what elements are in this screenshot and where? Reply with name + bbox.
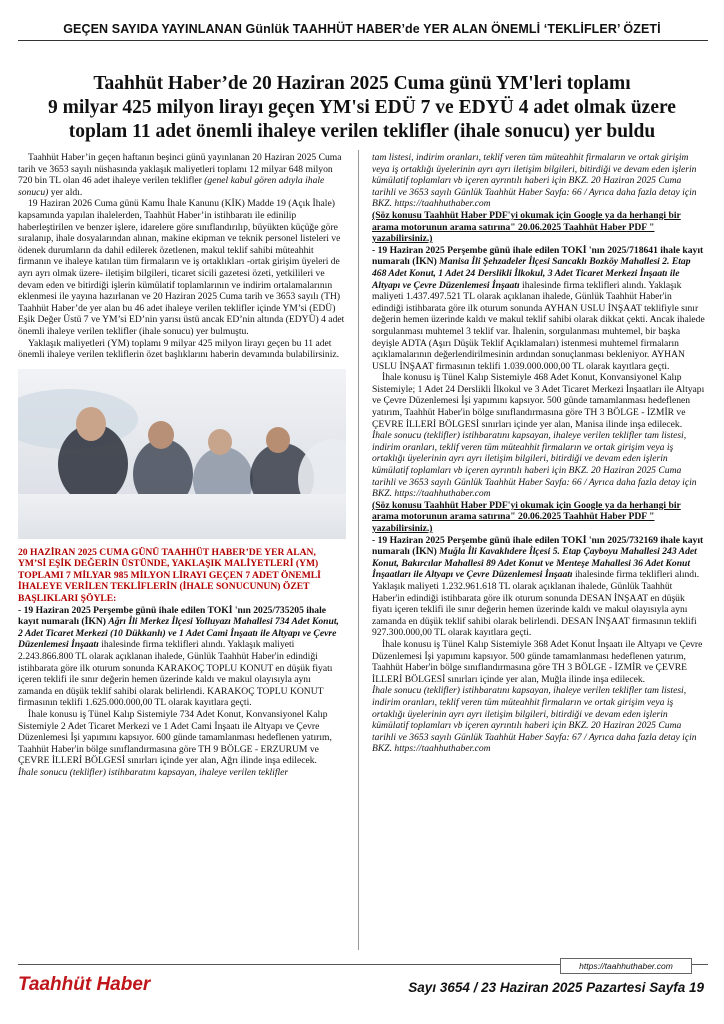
footer-url-link[interactable]: https://taahhuthaber.com — [560, 958, 692, 974]
method-paragraph: 19 Haziran 2026 Cuma günü Kamu İhale Kanunu (KİK) Madde 19 (Açık İhale) kapsamında yapılan ihalelerden, Taahhüt Haber’in istihbaratı ile edinilip haberleştirilen ve benzer işlere, idarelere göre sınıflandırılıp, büyükten küçüğe göre sıralanıp, ihale dosyalarından alınan, makine ekipman ve teknik personel listeleri ve ödenek durumların da dahil edilerek özetlenen, makul teklif sahibi müteahhit firmanın ve ihaleye katılan tüm firmaların ve iş ortaklıkları -ortak girişim üyeleri de ayrı ayrı olmak üzere- iletişim bilgileri, ticaret sicili gazetesi özeti, yetkilileri ve devam eden ve bitirdiği işlerin kümülatif toplamlarının ve indirim ortalamalarının eklenmesi ile yayına hazırlanan ve 20 Haziran 2025 Cuma tarih ve 3653 sayılı (TH) Taahhüt Haber’de yer alan bu 46 adet ihaleye verilen teklifler içinde YM’si (EDÜ) Eşik Değer Üstü 7 ve YM’si ED’nin yarısı üstü ancak ED’nin altında (EDYÜ) 4 adet önemli ihaleye verilen teklifler (ihale sonucu) yer bulmuştu. — [18, 198, 345, 337]
intro-paragraph — [18, 152, 346, 198]
intro-end: yer aldı. — [50, 186, 83, 198]
pdf-note-2: (Söz konusu Taahhüt Haber PDF'yi okumak için Google ya da herhangi bir arama motorunun arama satırına" 20.06.2025 Taahhüt Haber PDF " yazabilirsiniz.) — [372, 499, 681, 534]
tender-2-lead: - 19 Haziran 2025 Perşembe günü ihale edilen TOKİ 'nın 2025/718641 ihale kayıt numaralı (İKN) — [372, 244, 704, 268]
tender-2-title: Manisa İli Şehzadeler İlçesi Sancaklı Bozköy Mahallesi 2. Etap 468 Adet Konut, 1 Adet 24 Derslikli İlkokul, 3 Adet Ticaret Merkezi İnşaatı ile Altyapı ve Çevre Düzenlemesi İnşaatı — [372, 256, 691, 291]
tender-1-italic-note: İhale sonucu (teklifler) istihbaratını kapsayan, ihaleye verilen teklifler — [18, 766, 289, 778]
tender-1-italic-cont: tam listesi, indirim oranları, teklif veren tüm müteahhit firmaların ve ortak girişim veya iş ortaklığı üyelerinin ayrı ayrı iletişim bilgileri, bitirdiği ve devam eden işlerin kümülatif toplamları vb içeren ayrıntılı haberi için BKZ. 20 Haziran 2025 Cuma tarihli ve 3653 sayılı Günlük Taahhüt Haber Sayfa: 66 / Ayrıca daha fazla detay için BKZ. https://taahhuthaber.com — [372, 152, 697, 210]
tender-1-scope: İhale konusu iş Tünel Kalıp Sistemiyle 734 Adet Konut, Konvansiyonel Kalıp Sistemiyle 2 Adet Ticaret Merkezi ve 1 Adet Cami İnşaatı ile Altyapı ve Çevre Düzenlemesi İşi yapımını kapsıyor. 600 günde tamamlanması hedeflenen yatırım, Taahhüt Haber'in bölge sınıflandırmasına göre TH 9 BÖLGE - ERZURUM ve ÇEVRE İLLERİ BÖLGESİ sınırları içinde yer alan, Ağrı ilinde inşa edilecek. — [18, 709, 332, 767]
intro-text: Taahhüt Haber’in geçen haftanın beşinci günü yayınlanan 20 Haziran 2025 Cuma tarih ve 3653 sayılı nüshasında yaklaşık maliyetleri toplamı 12 milyar 648 milyon 720 bin TL olan 46 adet ihaleye verilen teklifler — [18, 152, 342, 187]
tender-3-italic-note: İhale sonucu (teklifler) istihbaratını kapsayan, ihaleye verilen teklifler tam listesi, indirim oranları, teklif veren tüm müteahhit firmaların ve ortak girişim veya iş ortaklığı üyelerinin ayrı ayrı iletişim bilgileri, bitirdiği ve devam eden işlerin kümülatif toplamları vb içeren ayrıntılı haberi için BKZ. 20 Haziran 2025 Cuma tarihli ve 3653 sayılı Günlük Taahhüt Haber Sayfa: 67 / Ayrıca daha fazla detay için BKZ. https://taahhuthaber.com — [372, 685, 697, 755]
tender-3-lead: - 19 Haziran 2025 Perşembe günü ihale edilen TOKİ 'nın 2025/732169 ihale kayıt numaralı (İKN) — [372, 534, 704, 558]
tender-2-scope: İhale konusu iş Tünel Kalıp Sistemiyle 468 Adet Konut, Konvansiyonel Kalıp Sistemiyle; 1 Adet 24 Derslikli İlkokul ve 3 Adet Ticaret Merkezi İnşaatları ile Altyapı ve Çevre Düzenlemesi İşi yapımını kapsıyor. 500 günde tamamlanması hedeflenen yatırım, Taahhüt Haber'in bölge sınıflandırmasına göre TH 3 BÖLGE - İZMİR ve ÇEVRE İLLERİ BÖLGESİ sınırları içinde yer alan, Manisa ilinde inşa edilecek. — [372, 372, 705, 430]
tender-3-result: ihalesinde firma teklifleri alındı. Yaklaşık maliyeti 1.232.961.618 TL olarak açıklanan ihalede, Günlük Taahhüt Haber'in edindiği istihbarata göre ilk oturum sonunda DESAN İNŞAAT en düşük fiyatı içeren teklifi ile sınır değerin hemen üzerinde kaldı ve makul olayısıyla aynı zamanda en düşük teklif sahibi olarak belirlendi. DESAN İNŞAAT firmasının teklifi 927.300.000,00 TL olarak kayıtlara geçti. — [372, 569, 700, 639]
tender-2-result: ihalesinde firma teklifleri alındı. Yaklaşık maliyeti 1.437.497.521 TL olarak açıklanan ihalede, Günlük Taahhüt Haber'in edindiği istihbarata göre ilk oturum sonunda AYHAN USLU İNŞAAT teklifiyle sınır değerin hemen üzerinde kaldı ve makul teklif sahibi olarak dikkat çekti. Ancak ihalede sorgulanması muhtemel 3 teklif var. İhalenin, sorgulanması muhtemel, bir başka deyişle ADTA (Aşırı Düşük Teklif Açıklamaları) istenmesi muhtemel firmaların açıklamalarının değerlendirilmesinin ardından sonuçlanması bekleniyor. AYHAN USLU İNŞAAT firmasının teklifi 1.039.000.000,00 TL olarak kayıtlara geçti. — [372, 279, 705, 372]
headline — [30, 72, 694, 144]
intro-italic: (genel kabul gören adıyla ihale sonucu) — [18, 175, 325, 198]
tender-1 — [18, 605, 346, 709]
summary-paragraph: Yaklaşık maliyetleri (YM) toplamı 9 milyar 425 milyon lirayı geçen bu 11 adet önemli ihaleye verilen tekliflerin özet başlıklarını haberin devamında bulabilirsiniz. — [18, 337, 340, 361]
header-divider — [18, 40, 708, 41]
headline-line-1: Taahhüt Haber’de 20 Haziran 2025 Cuma günü YM'leri toplamı — [93, 73, 631, 94]
tender-1-title: Ağrı İli Merkez İlçesi Yolluyazı Mahallesi 734 Adet Konut, 2 Adet Ticaret Merkezi (10 Dükkanlı) ve 1 Adet Cami İnşaatı ile Altyapı ve Çevre Düzenlemesi İnşaatı — [18, 616, 339, 651]
issue-info: Sayı 3654 / 23 Haziran 2025 Pazartesi Sayfa 19 — [408, 980, 704, 995]
tender-1-lead: - 19 Haziran 2025 Perşembe günü ihale edilen TOKİ 'nın 2025/735205 ihale kayıt numaralı (İKN) — [18, 604, 326, 628]
column-divider — [358, 150, 359, 950]
tender-3-scope: İhale konusu iş Tünel Kalıp Sistemiyle 368 Adet Konut İnşaatı ile Altyapı ve Çevre Düzenlemesi İşi yapımını kapsıyor. 500 günde tamamlanması hedeflenen yatırım, Taahhüt Haber'in bölge sınıflandırmasına göre TH 3 BÖLGE - İZMİR ve ÇEVRE İLLERİ BÖLGESİ sınırları içinde yer alan, Muğla ilinde inşa edilecek. — [372, 638, 703, 685]
meeting-photo — [18, 369, 346, 539]
tender-3 — [372, 535, 705, 639]
right-column — [372, 152, 705, 755]
headline-line-2: 9 milyar 425 milyon lirayı geçen YM'si EDÜ 7 ve EDYÜ 4 adet olmak üzere — [48, 97, 676, 118]
tender-2-italic-note: İhale sonucu (teklifler) istihbaratını kapsayan, ihaleye verilen teklifler tam listesi, indirim oranları, teklif veren tüm müteahhit firmaların ve ortak girişim veya iş ortaklığı üyelerinin ayrı ayrı iletişim bilgileri, bitirdiği ve devam eden işlerin kümülatif toplamları vb içeren ayrıntılı haberi için BKZ. 20 Haziran 2025 Cuma tarihli ve 3653 sayılı Günlük Taahhüt Haber Sayfa: 66 / Ayrıca daha fazla detay için BKZ. https://taahhuthaber.com — [372, 430, 697, 500]
pdf-note-1: (Söz konusu Taahhüt Haber PDF'yi okumak için Google ya da herhangi bir arama motorunun arama satırına" 20.06.2025 Taahhüt Haber PDF " yazabilirsiniz.) — [372, 209, 681, 245]
headline-line-3: toplam 11 adet önemli ihaleye verilen teklifler (ihale sonucu) yer buldu — [68, 121, 656, 142]
brand-logo: Taahhüt Haber — [18, 974, 151, 995]
page-header-title: GEÇEN SAYIDA YAYINLANAN Günlük TAAHHÜT HABER’de YER ALAN ÖNEMLİ ‘TEKLİFLER’ ÖZETİ — [63, 22, 661, 36]
left-column — [18, 152, 346, 779]
tender-1-result: ihalesinde firma teklifleri alındı. Yaklaşık maliyeti 2.243.866.800 TL olarak açıklanan ihalede, Günlük Taahhüt Haber'in edindiği istihbarata göre ilk oturum sonunda KARAKOÇ TOPLU KONUT en düşük fiyatı içeren teklifi ile sınır değerin hemen üzerinde kaldı ve makul olayısıyla aynı zamanda en düşük teklif sahibi olarak belirlendi. KARAKOÇ TOPLU KONUT firmasının teklifi 1.625.000.000,00 TL olarak kayıtlara geçti. — [18, 639, 333, 709]
tender-2 — [372, 245, 705, 373]
tender-3-title: Muğla İli Kavaklıdere İlçesi 5. Etap Çayboyu Mahallesi 243 Adet Konut, Bakırcılar Mahallesi 89 Adet Konut ve Menteşe Mahallesi 36 Adet Konut İnşaatları ile Altyapı ve Çevre Düzenlemesi İnşaatı — [372, 546, 697, 581]
section-heading: 20 HAZİRAN 2025 CUMA GÜNÜ TAAHHÜT HABER’DE YER ALAN, YM’Sİ EŞİK DEĞERİN ÜSTÜNDE, YAKLAŞIK MALİYETLERİ (YM) TOPLAMI 7 MİLYAR 985 MİLYON LİRAYI GEÇEN 7 ADET ÖNEMLİ İHALEYE VERİLEN TEKLİFLERİN (İHALE SONUCUNUN) ÖZET BAŞLIKLARI ŞÖYLE: — [18, 546, 321, 605]
